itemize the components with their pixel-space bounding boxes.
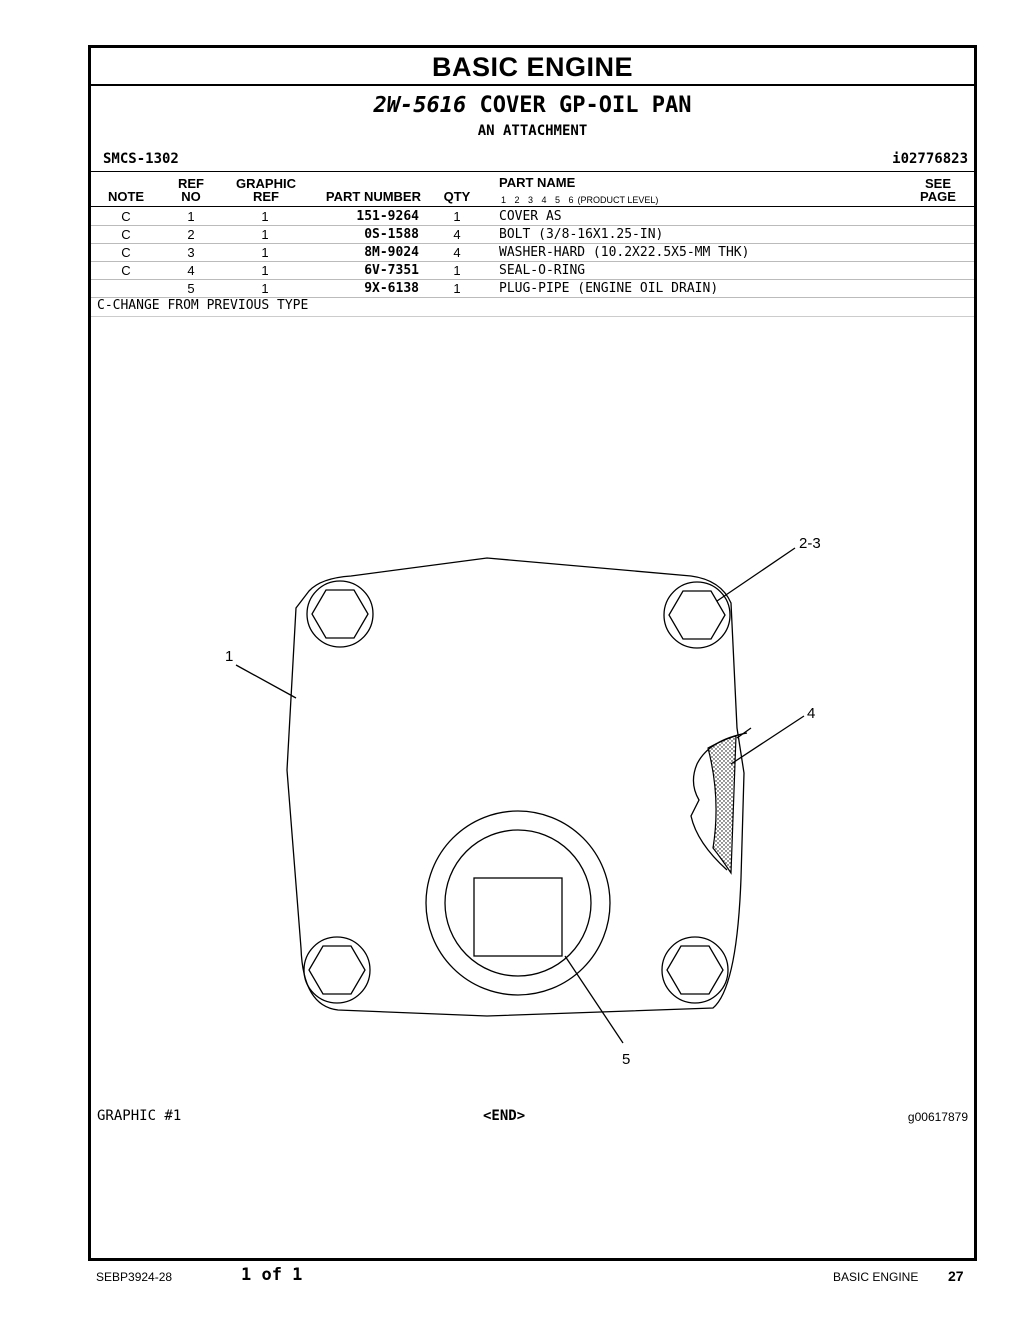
qty-cell: 4 — [453, 245, 461, 260]
qty-cell: 4 — [453, 227, 461, 242]
ref-cell: 4 — [187, 263, 195, 278]
ref-cell: 3 — [187, 245, 195, 260]
part-name-cell: SEAL-O-RING — [499, 263, 586, 278]
graphic-label: GRAPHIC #1 — [97, 1108, 182, 1124]
change-note: C-CHANGE FROM PREVIOUS TYPE — [97, 298, 309, 313]
product-level-label: (PRODUCT LEVEL) — [577, 195, 659, 205]
header-ref: REF — [178, 176, 204, 191]
header-graphic: GRAPHIC — [236, 176, 296, 191]
bolt-head-bottom-left — [304, 937, 370, 1003]
part-number-cell: 0S-1588 — [364, 227, 419, 242]
page-frame — [88, 45, 977, 1261]
note-cell: C — [121, 209, 131, 224]
callout-2-3: 2-3 — [799, 535, 821, 552]
drain-boss-outer — [426, 811, 610, 995]
leader-line-4 — [731, 716, 804, 764]
header-note: NOTE — [107, 189, 145, 204]
ref-cell: 1 — [187, 209, 195, 224]
header-part-number: PART NUMBER — [325, 189, 421, 204]
callout-4: 4 — [807, 705, 816, 722]
page-count: 1 of 1 — [241, 1265, 303, 1285]
section-title: BASIC ENGINE — [91, 48, 974, 86]
part-number-heading: 2W-5616 — [373, 93, 467, 118]
graphic-ref-cell: 1 — [261, 227, 269, 242]
part-number-cell: 151-9264 — [356, 209, 419, 224]
end-marker: <END> — [483, 1108, 526, 1124]
smcs-code: SMCS-1302 — [103, 151, 179, 167]
bolt-head-top-left — [307, 581, 373, 647]
qty-cell: 1 — [453, 209, 461, 224]
part-number-cell: 9X-6138 — [364, 281, 419, 296]
level-numbers: 1 2 3 4 5 6 — [501, 195, 574, 205]
drain-boss-inner — [445, 830, 591, 976]
graphic-ref-cell: 1 — [261, 245, 269, 260]
header-part-name: PART NAME — [499, 175, 576, 190]
part-name-cell: COVER AS — [499, 209, 562, 224]
part-name-cell: BOLT (3/8-16X1.25-IN) — [499, 227, 664, 242]
ref-cell: 2 — [187, 227, 195, 242]
header-no: NO — [181, 189, 201, 204]
ref-cell: 5 — [187, 281, 195, 296]
header-page: PAGE — [920, 189, 956, 204]
header-see: SEE — [924, 176, 951, 191]
subtitle: AN ATTACHMENT — [477, 123, 588, 139]
part-number-cell: 8M-9024 — [364, 245, 419, 260]
doc-id: SEBP3924-28 — [96, 1270, 173, 1284]
callout-1: 1 — [225, 648, 234, 665]
oil-pan-cover-illustration — [91, 48, 974, 1258]
graphic-id: g00617879 — [907, 1110, 968, 1124]
info-id: i02776823 — [892, 151, 968, 167]
qty-cell: 1 — [453, 281, 461, 296]
page-number: 27 — [948, 1268, 964, 1284]
header-graphic-ref: REF — [253, 189, 279, 204]
o-ring-seal — [708, 736, 736, 873]
drain-plug-square — [474, 878, 562, 956]
part-name-cell: PLUG-PIPE (ENGINE OIL DRAIN) — [499, 281, 719, 296]
callout-5: 5 — [622, 1051, 631, 1068]
footer-section: BASIC ENGINE — [833, 1270, 919, 1284]
bolt-head-top-right — [664, 582, 730, 648]
note-cell: C — [121, 245, 131, 260]
leader-line-1 — [236, 665, 296, 698]
part-name-cell: WASHER-HARD (10.2X22.5X5-MM THK) — [499, 245, 750, 260]
graphic-ref-cell: 1 — [261, 281, 269, 296]
part-number-cell: 6V-7351 — [364, 263, 419, 278]
note-cell: C — [121, 263, 131, 278]
leader-line-5 — [565, 956, 623, 1043]
bolt-head-bottom-right — [662, 937, 728, 1003]
graphic-ref-cell: 1 — [261, 209, 269, 224]
leader-line-2-3 — [717, 548, 795, 601]
part-title: COVER GP-OIL PAN — [479, 93, 692, 118]
graphic-ref-cell: 1 — [261, 263, 269, 278]
header-qty: QTY — [443, 189, 471, 204]
qty-cell: 1 — [453, 263, 461, 278]
note-cell: C — [121, 227, 131, 242]
